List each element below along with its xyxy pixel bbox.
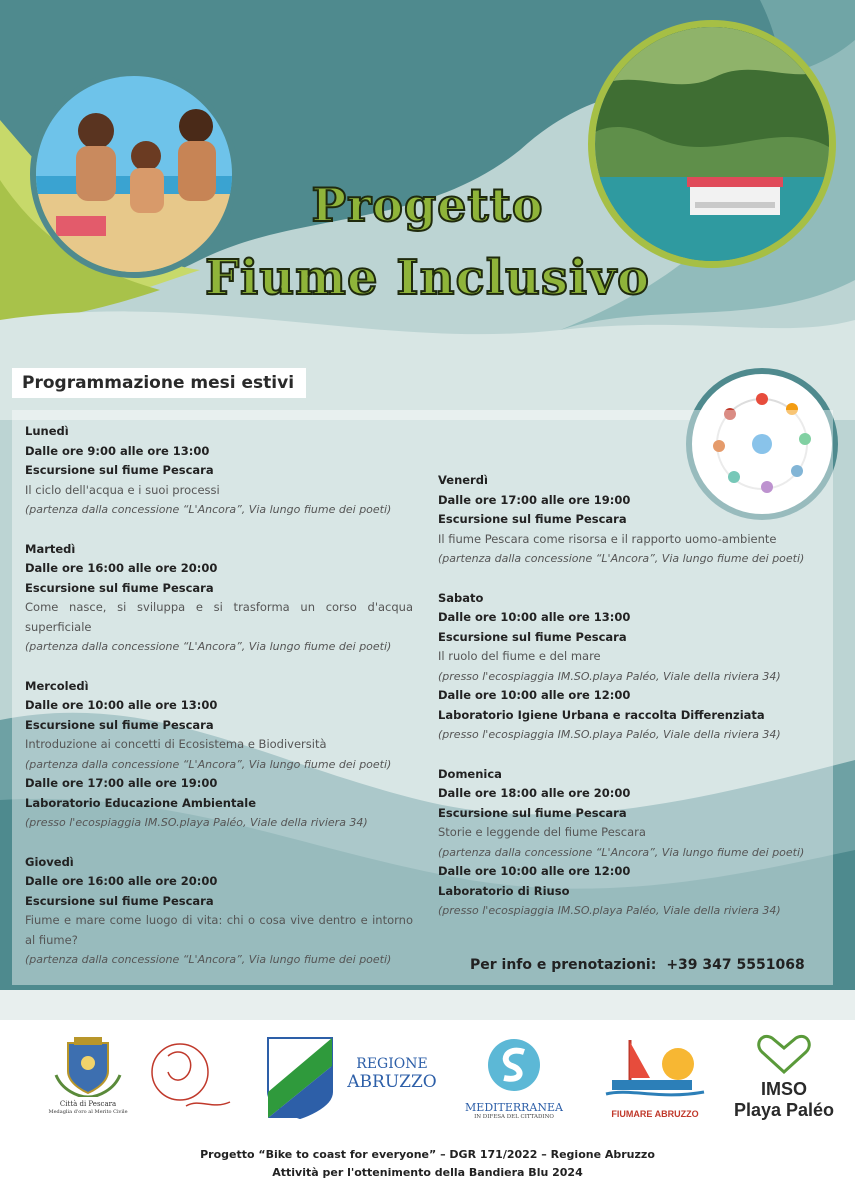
activity-description: Come nasce, si sviluppa e si trasforma un corso d'acqua superficiale [25,600,413,634]
time-range: Dalle ore 17:00 alle ore 19:00 [438,492,631,507]
activity-title: Escursione sul fiume Pescara [25,717,214,732]
pescara-subtitle: Medaglia d'oro al Merito Civile [48,1109,128,1115]
location-note: (presso l'ecospiaggia IM.SO.playa Paléo, Viale della riviera 34) [438,904,781,917]
activity-title: Laboratorio di Riuso [438,883,570,898]
schedule-day-block [438,589,823,745]
title-line2: Fiume Inclusivo [204,250,651,306]
abruzzo-label: ABRUZZO [347,1072,437,1092]
time-range: Dalle ore 17:00 alle ore 19:00 [25,776,218,790]
footer-bandiera-line: Attività per l'ottenimento della Bandiera Blu 2024 [272,1166,583,1179]
pescara-crest-logo [48,1035,128,1115]
location-note: (presso l'ecospiaggia IM.SO.playa Paléo, Viale della riviera 34) [438,728,781,741]
activity-title: Escursione sul fiume Pescara [438,512,627,526]
location-note: (presso l'ecospiaggia IM.SO.playa Paléo, Viale della riviera 34) [25,816,368,829]
playa-paleo-name: Playa Paléo [733,1100,835,1120]
activity-title: Escursione sul fiume Pescara [25,463,214,477]
location-note: (partenza dalla concessione “L'Ancora”, Via lungo fiume dei poeti) [438,552,805,565]
time-range: Dalle ore 9:00 alle ore 13:00 [25,443,210,458]
activity-title: Escursione sul fiume Pescara [25,893,214,908]
mediterranea-logo [452,1036,576,1126]
imso-playa-paleo-logo [724,1034,844,1130]
day-name: Domenica [438,766,502,781]
children-beach-photo [30,70,238,278]
regione-label: REGIONE [356,1056,428,1072]
activity-description: Introduzione ai concetti di Ecosistema e Biodiversità [25,737,327,751]
activity-title: Escursione sul fiume Pescara [438,629,627,644]
mediterranea-subtitle: IN DIFESA DEL CITTADINO [474,1114,554,1120]
activity-description: Il ciclo dell'acqua e i suoi processi [25,482,220,497]
activity-title: Laboratorio Educazione Ambientale [25,795,256,810]
day-name: Venerdì [438,473,488,487]
location-note: (presso l'ecospiaggia IM.SO.playa Paléo, Viale della riviera 34) [438,669,781,683]
location-note: (partenza dalla concessione “L'Ancora”, Via lungo fiume dei poeti) [438,845,805,859]
activity-description: Fiume e mare come luogo di vita: chi o cosa vive dentro e intorno al fiume? [25,913,413,947]
info-label: Per info e prenotazioni: [470,957,657,973]
regione-abruzzo-text [342,1056,442,1092]
citta-signature-logo [150,1036,240,1116]
schedule-day-block [25,422,413,520]
time-range: Dalle ore 18:00 alle ore 20:00 [438,786,631,800]
activity-description: Storie e leggende del fiume Pescara [438,825,646,839]
time-range: Dalle ore 10:00 alle ore 12:00 [438,688,631,702]
schedule-heading: Programmazione mesi estivi [12,368,306,398]
schedule-left-column [25,422,413,990]
activity-description: Il ruolo del fiume e del mare [438,649,601,663]
activity-description: Il fiume Pescara come risorsa e il rapporto uomo-ambiente [438,531,777,546]
schedule-day-block [438,471,823,569]
activity-title: Laboratorio Igiene Urbana e raccolta Differenziata [438,707,765,722]
schedule-day-block [438,765,823,921]
time-range: Dalle ore 10:00 alle ore 12:00 [438,864,631,878]
mediterranea-name: MEDITERRANEA [465,1101,563,1114]
pescara-name: Città di Pescara [59,1100,117,1108]
day-name: Mercoledì [25,678,89,693]
sponsor-logos [0,1030,855,1130]
activity-title: Escursione sul fiume Pescara [438,805,627,820]
day-name: Martedì [25,541,76,556]
info-contact [470,957,805,973]
location-note: (partenza dalla concessione “L'Ancora”, Via lungo fiume dei poeti) [25,640,392,653]
regione-abruzzo-shield-logo [266,1036,334,1120]
title-line1: Progetto [311,178,544,232]
fiumare-name: FIUMARE ABRUZZO [611,1109,699,1119]
location-note: (partenza dalla concessione “L'Ancora”, Via lungo fiume dei poeti) [25,953,392,966]
imso-name: IMSO [760,1079,807,1099]
day-name: Giovedì [25,854,74,869]
day-name: Sabato [438,590,484,605]
activity-title: Escursione sul fiume Pescara [25,580,214,595]
schedule-day-block [25,677,413,833]
time-range: Dalle ore 10:00 alle ore 13:00 [438,610,631,624]
location-note: (partenza dalla concessione “L'Ancora”, Via lungo fiume dei poeti) [25,757,392,771]
schedule-day-block [25,853,413,970]
schedule-day-block [25,540,413,657]
info-phone: +39 347 5551068 [666,957,805,973]
time-range: Dalle ore 16:00 alle ore 20:00 [25,874,218,888]
day-name: Lunedì [25,424,69,438]
location-note: (partenza dalla concessione “L'Ancora”, Via lungo fiume dei poeti) [25,503,392,516]
footer-project-line: Progetto “Bike to coast for everyone” – DGR 171/2022 – Regione Abruzzo [200,1148,655,1161]
time-range: Dalle ore 10:00 alle ore 13:00 [25,698,218,712]
schedule-right-column [438,471,823,941]
fiumare-abruzzo-logo [600,1034,710,1124]
time-range: Dalle ore 16:00 alle ore 20:00 [25,561,218,575]
